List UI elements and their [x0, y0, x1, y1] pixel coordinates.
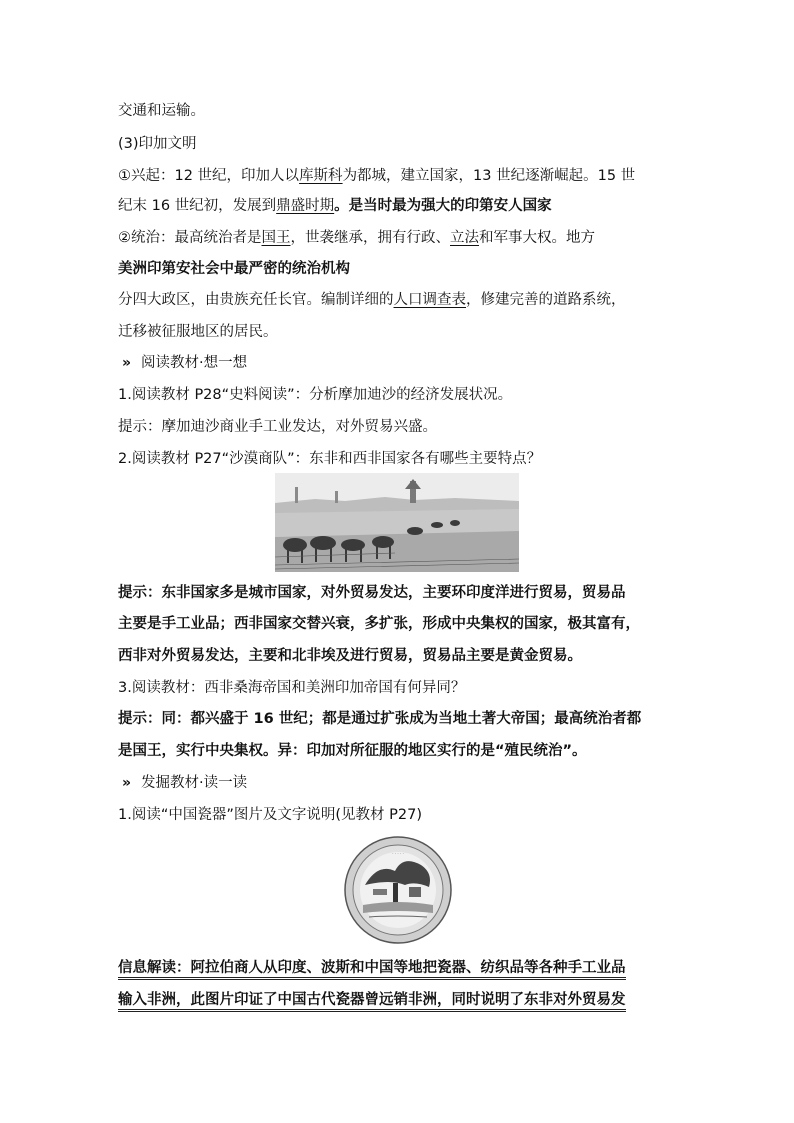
keyword-underlined: 人口调查表	[393, 292, 466, 308]
section-header-read: » 阅读教材·想一想	[122, 355, 248, 371]
keyword-underlined: 鼎盛时期	[276, 198, 335, 214]
info-line: 输入非洲，此图片印证了中国古代瓷器曾远销非洲，同时说明了东非对外贸易发	[118, 990, 626, 1010]
text-line: 纪末 16 世纪初，发展到鼎盛时期。是当时最为强大的印第安人国家	[118, 198, 552, 214]
answer-line: 西非对外贸易发达，主要和北非埃及进行贸易，贸易品主要是黄金贸易。	[118, 648, 582, 664]
svg-text:· · · · ·: · · · · ·	[392, 851, 404, 856]
desert-caravan-image	[275, 473, 519, 572]
answer-line: 提示：同：都兴盛于 16 世纪；都是通过扩张成为当地土著大帝国；最高统治者都	[118, 711, 642, 727]
keyword-underlined: 库斯科	[299, 168, 343, 184]
double-chevron-icon: »	[122, 355, 132, 371]
porcelain-plate-image	[343, 835, 453, 945]
answer-line: 提示：东非国家多是城市国家，对外贸易发达，主要环印度洋进行贸易，贸易品	[118, 585, 626, 601]
keyword-underlined: 国王	[261, 230, 291, 246]
text-line: ①兴起：12 世纪，印加人以库斯科为都城，建立国家，13 世纪逐渐崛起。15 世	[118, 168, 636, 184]
question-line: 1.阅读“中国瓷器”图片及文字说明(见教材 P27)	[118, 807, 422, 823]
answer-line: 是国王，实行中央集权。异：印加对所征服的地区实行的是“殖民统治”。	[118, 743, 587, 759]
caravan-engraving	[275, 473, 519, 572]
section-header-dig: » 发掘教材·读一读	[122, 775, 248, 791]
porcelain-plate	[343, 835, 453, 945]
info-line: 信息解读：阿拉伯商人从印度、波斯和中国等地把瓷器、纺织品等各种手工业品	[118, 958, 626, 978]
text-line: ②统治：最高统治者是国王，世袭继承，拥有行政、立法和军事大权。地方	[118, 230, 595, 246]
keyword-underlined: 立法	[450, 230, 479, 246]
question-line: 3.阅读教材：西非桑海帝国和美洲印加帝国有何异同？	[118, 680, 466, 696]
text-line: 分四大政区，由贵族充任长官。编制详细的人口调查表，修建完善的道路系统，	[118, 292, 626, 308]
text-line: 交通和运输。	[118, 103, 205, 119]
question-line: 2.阅读教材 P27“沙漠商队”：东非和西非国家各有哪些主要特点？	[118, 451, 542, 467]
answer-line: 主要是手工业品；西非国家交替兴衰，多扩张，形成中央集权的国家，极其富有，	[118, 616, 640, 632]
text-line: 迁移被征服地区的居民。	[118, 324, 278, 340]
question-line: 1.阅读教材 P28“史料阅读”：分析摩加迪沙的经济发展状况。	[118, 387, 513, 403]
double-chevron-icon: »	[122, 775, 132, 791]
section-heading: (3)印加文明	[118, 136, 197, 152]
annotation-line: 美洲印第安社会中最严密的统治机构	[118, 261, 350, 277]
answer-line: 提示：摩加迪沙商业手工业发达，对外贸易兴盛。	[118, 419, 437, 435]
